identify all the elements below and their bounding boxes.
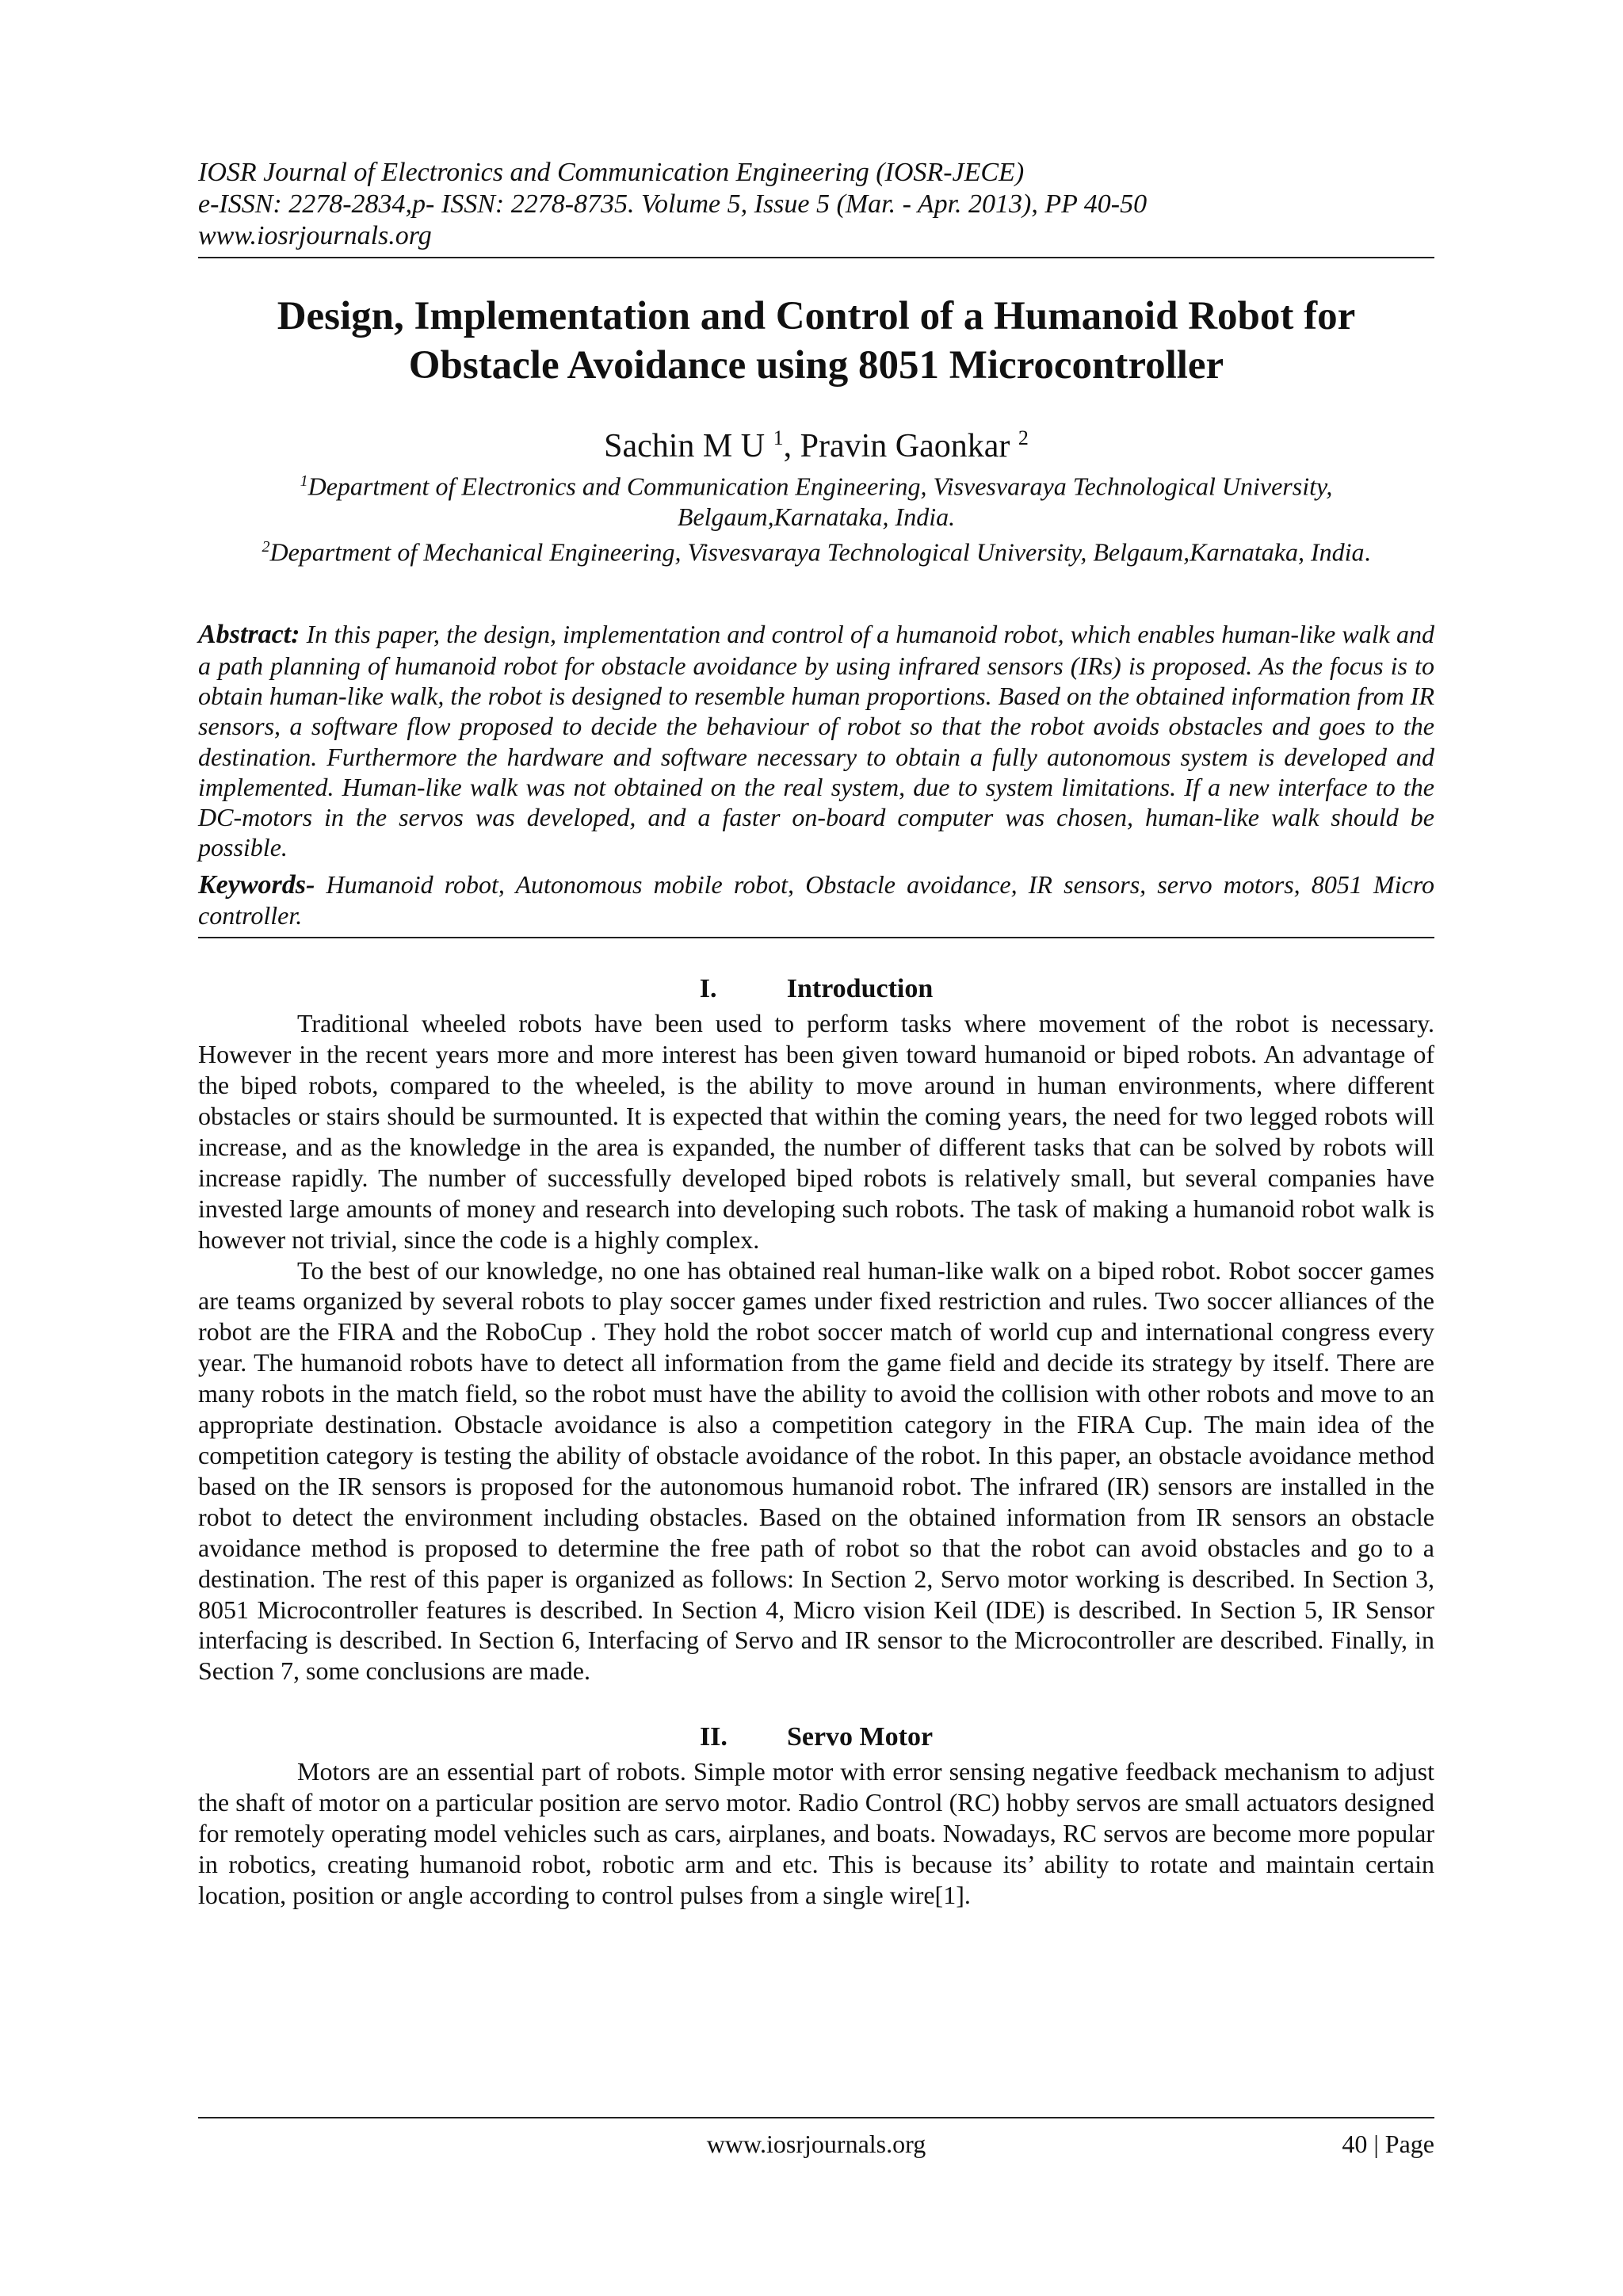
abstract-block: [198, 605, 1434, 938]
affiliation-1-line-1: Department of Electronics and Communication Engineering, Visvesvaraya Technological University,: [307, 472, 1333, 501]
affiliation-1-line-2: Belgaum,Karnataka, India.: [677, 502, 956, 531]
keywords: [198, 869, 1434, 931]
author-list: [198, 418, 1434, 466]
affiliation-2-end: .: [1364, 537, 1371, 567]
intro-paragraph-2: To the best of our knowledge, no one has obtained real human-like walk on a biped robot. Robot soccer games are teams organized by several robots to play soccer games under fixed restriction and rules. Two soccer alliances of the robot are the FIRA and the RoboCup . They hold the robot soccer match of world cup and international congress every year. The humanoid robots have to detect all information from the game field and decide its strategy by itself. There are many robots in the match field, so the robot must have the ability to avoid the collision with other robots and move to an appropriate destination. Obstacle avoidance is also a competition category in the FIRA Cup. The main idea of the competition category is testing the ability of obstacle avoidance of the robot. In this paper, an obstacle avoidance method based on the IR sensors is proposed for the autonomous humanoid robot. The infrared (IR) sensors are installed in the robot to detect the environment including obstacles. Based on the obtained information from IR sensors an obstacle avoidance method is proposed to determine the free path of robot so that the robot can avoid obstacles and go to a destination. The rest of this paper is organized as follows: In Section 2, Servo motor working is described. In Section 3, 8051 Microcontroller features is described. In Section 4, Micro vision Keil (IDE) is described. In Section 5, IR Sensor interfacing is described. In Section 6, Interfacing of Servo and IR sensor to the Microcontroller are described. Finally, in Section 7, some conclusions are made.: [198, 1255, 1434, 1686]
section-title: Servo Motor: [786, 1722, 934, 1752]
author-separator: ,: [783, 428, 800, 464]
author-1-sup: 1: [773, 426, 784, 449]
page-footer: [198, 2117, 1434, 2163]
author-1-name: Sachin M U: [604, 428, 766, 464]
keywords-label: Keywords-: [198, 869, 315, 900]
journal-header: [198, 157, 1434, 252]
affiliation-2-sup: 2: [262, 537, 270, 556]
keywords-text: Humanoid robot, Autonomous mobile robot, Obstacle avoidance, IR sensors, servo motors, 8051 Micro controller.: [198, 869, 1434, 930]
journal-name: IOSR Journal of Electronics and Communication Engineering (IOSR-JECE): [198, 158, 1025, 187]
section-heading-servo-motor: [198, 1721, 1434, 1753]
paper-title: [198, 292, 1434, 390]
affiliation-1-sup: 1: [300, 472, 308, 490]
footer-row: [198, 2125, 1434, 2163]
footer-divider: [198, 2117, 1434, 2118]
affiliation-2: [198, 532, 1434, 567]
title-line-1: Design, Implementation and Control of a Humanoid Robot for: [277, 294, 1356, 338]
abstract-label: Abstract:: [198, 620, 300, 650]
section-heading-introduction: [198, 973, 1434, 1005]
section-title: Introduction: [786, 974, 934, 1004]
section-number: II.: [699, 1722, 727, 1752]
author-2-sup: 2: [1018, 426, 1029, 449]
affiliation-1: [198, 466, 1434, 532]
intro-paragraph-1: Traditional wheeled robots have been used to perform tasks where movement of the robot is necessary. However in the recent years more and more interest has been given toward humanoid or biped robots. An advantage of the biped robots, compared to the wheeled, is the ability to move around in human environments, where different obstacles or stairs should be surmounted. It is expected that within the coming years, the need for two legged robots will increase, and as the knowledge in the area is expanded, the number of different tasks that can be solved by robots will increase rapidly. The number of successfully developed biped robots is relatively small, but several companies have invested large amounts of money and research into developing such robots. The task of making a humanoid robot walk is however not trivial, since the code is a highly complex.: [198, 1009, 1434, 1254]
servo-paragraph-1: Motors are an essential part of robots. Simple motor with error sensing negative feedback mechanism to adjust the shaft of motor on a particular position are servo motor. Radio Control (RC) hobby servos are small actuators designed for remotely operating model vehicles such as cars, airplanes, and boats. Nowadays, RC servos are become more popular in robotics, creating humanoid robot, robotic arm and etc. This is because its’ ability to rotate and maintain certain location, position or angle according to control pulses from a single wire[1].: [198, 1757, 1434, 1909]
page-content: [198, 157, 1434, 1911]
affiliation-2-text: Department of Mechanical Engineering, Visvesvaraya Technological University, Belgaum,Karnataka, India: [269, 537, 1365, 567]
journal-website: www.iosrjournals.org: [198, 221, 432, 250]
title-line-2: Obstacle Avoidance using 8051 Microcontroller: [408, 343, 1224, 388]
journal-issn-volume: e-ISSN: 2278-2834,p- ISSN: 2278-8735. Volume 5, Issue 5 (Mar. - Apr. 2013), PP 40-50: [198, 189, 1148, 219]
page-number: 40 | Page: [1342, 2130, 1434, 2158]
header-divider: [198, 257, 1434, 258]
abstract-divider: [198, 937, 1434, 938]
section-number: I.: [699, 974, 717, 1004]
author-2-name: Pravin Gaonkar: [800, 428, 1010, 464]
abstract: [198, 619, 1434, 862]
abstract-text: In this paper, the design, implementation and control of a humanoid robot, which enables human-like walk and a path planning of humanoid robot for obstacle avoidance by using infrared sensors (IRs) is proposed. As the focus is to obtain human-like walk, the robot is designed to resemble human proportions. Based on the obtained information from IR sensors, a software flow proposed to decide the behaviour of robot so that the robot avoids obstacles and goes to the destination. Furthermore the hardware and software necessary to obtain a fully autonomous system is developed and implemented. Human-like walk was not obtained on the real system, due to system limitations. If a new interface to the DC-motors in the servos was developed, and a faster on-board computer was chosen, human-like walk should be possible.: [198, 620, 1435, 862]
footer-website: www.iosrjournals.org: [706, 2130, 926, 2158]
